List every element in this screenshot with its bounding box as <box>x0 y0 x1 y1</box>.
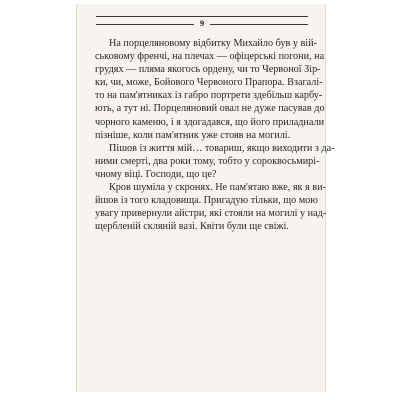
header-rule-right <box>210 24 308 25</box>
paragraph <box>95 181 327 233</box>
text-line: грудях — пляма якогось ордену, чи то Червоної Зір- <box>95 64 321 76</box>
text-line: увагу привернули айстри, які стояли на могилі у над- <box>95 208 327 220</box>
text-line: то на пам'ятниках із габро портрети здебільш карбу- <box>95 90 323 102</box>
text-line: ють, а тут ні. Порцеляновий овал не дуже пасував до <box>95 103 325 115</box>
body-text <box>95 37 335 233</box>
header-rule-top <box>96 16 308 17</box>
paragraph <box>95 37 325 142</box>
text-line: йшов із того кладовища. Пригадую тільки, що мою <box>95 195 318 207</box>
page-number: 9 <box>199 18 205 28</box>
text-line: Кров шуміла у скронях. Не пам'ятаю вже, як я ви- <box>109 182 326 194</box>
text-line: чорного каменю, і я здогадався, що його приладнали <box>95 116 325 128</box>
text-line: На порцеляновому відбитку Михайло був у вій- <box>109 38 317 49</box>
book-page <box>76 4 335 392</box>
text-line: щербленій скляній вазі. Квіти були ще свіжі. <box>95 221 289 233</box>
paragraph <box>95 142 335 181</box>
text-line: чному віці. Господи, що це? <box>95 168 217 180</box>
text-line: Пішов із життя мій… товариш, якщо виходити з да- <box>109 142 335 154</box>
running-head <box>96 16 308 32</box>
text-line: ськовому френчі, на плечах — офіцерські погони, на <box>95 51 325 63</box>
text-line: ними смерті, два роки тому, тобто у сороквосьмирі- <box>95 155 320 167</box>
text-line: пізніше, коли пам'ятник уже стояв на могилі. <box>95 129 291 141</box>
text-line: ки, чи, може, Бойового Червоного Прапора. Взагалі- <box>95 77 323 89</box>
